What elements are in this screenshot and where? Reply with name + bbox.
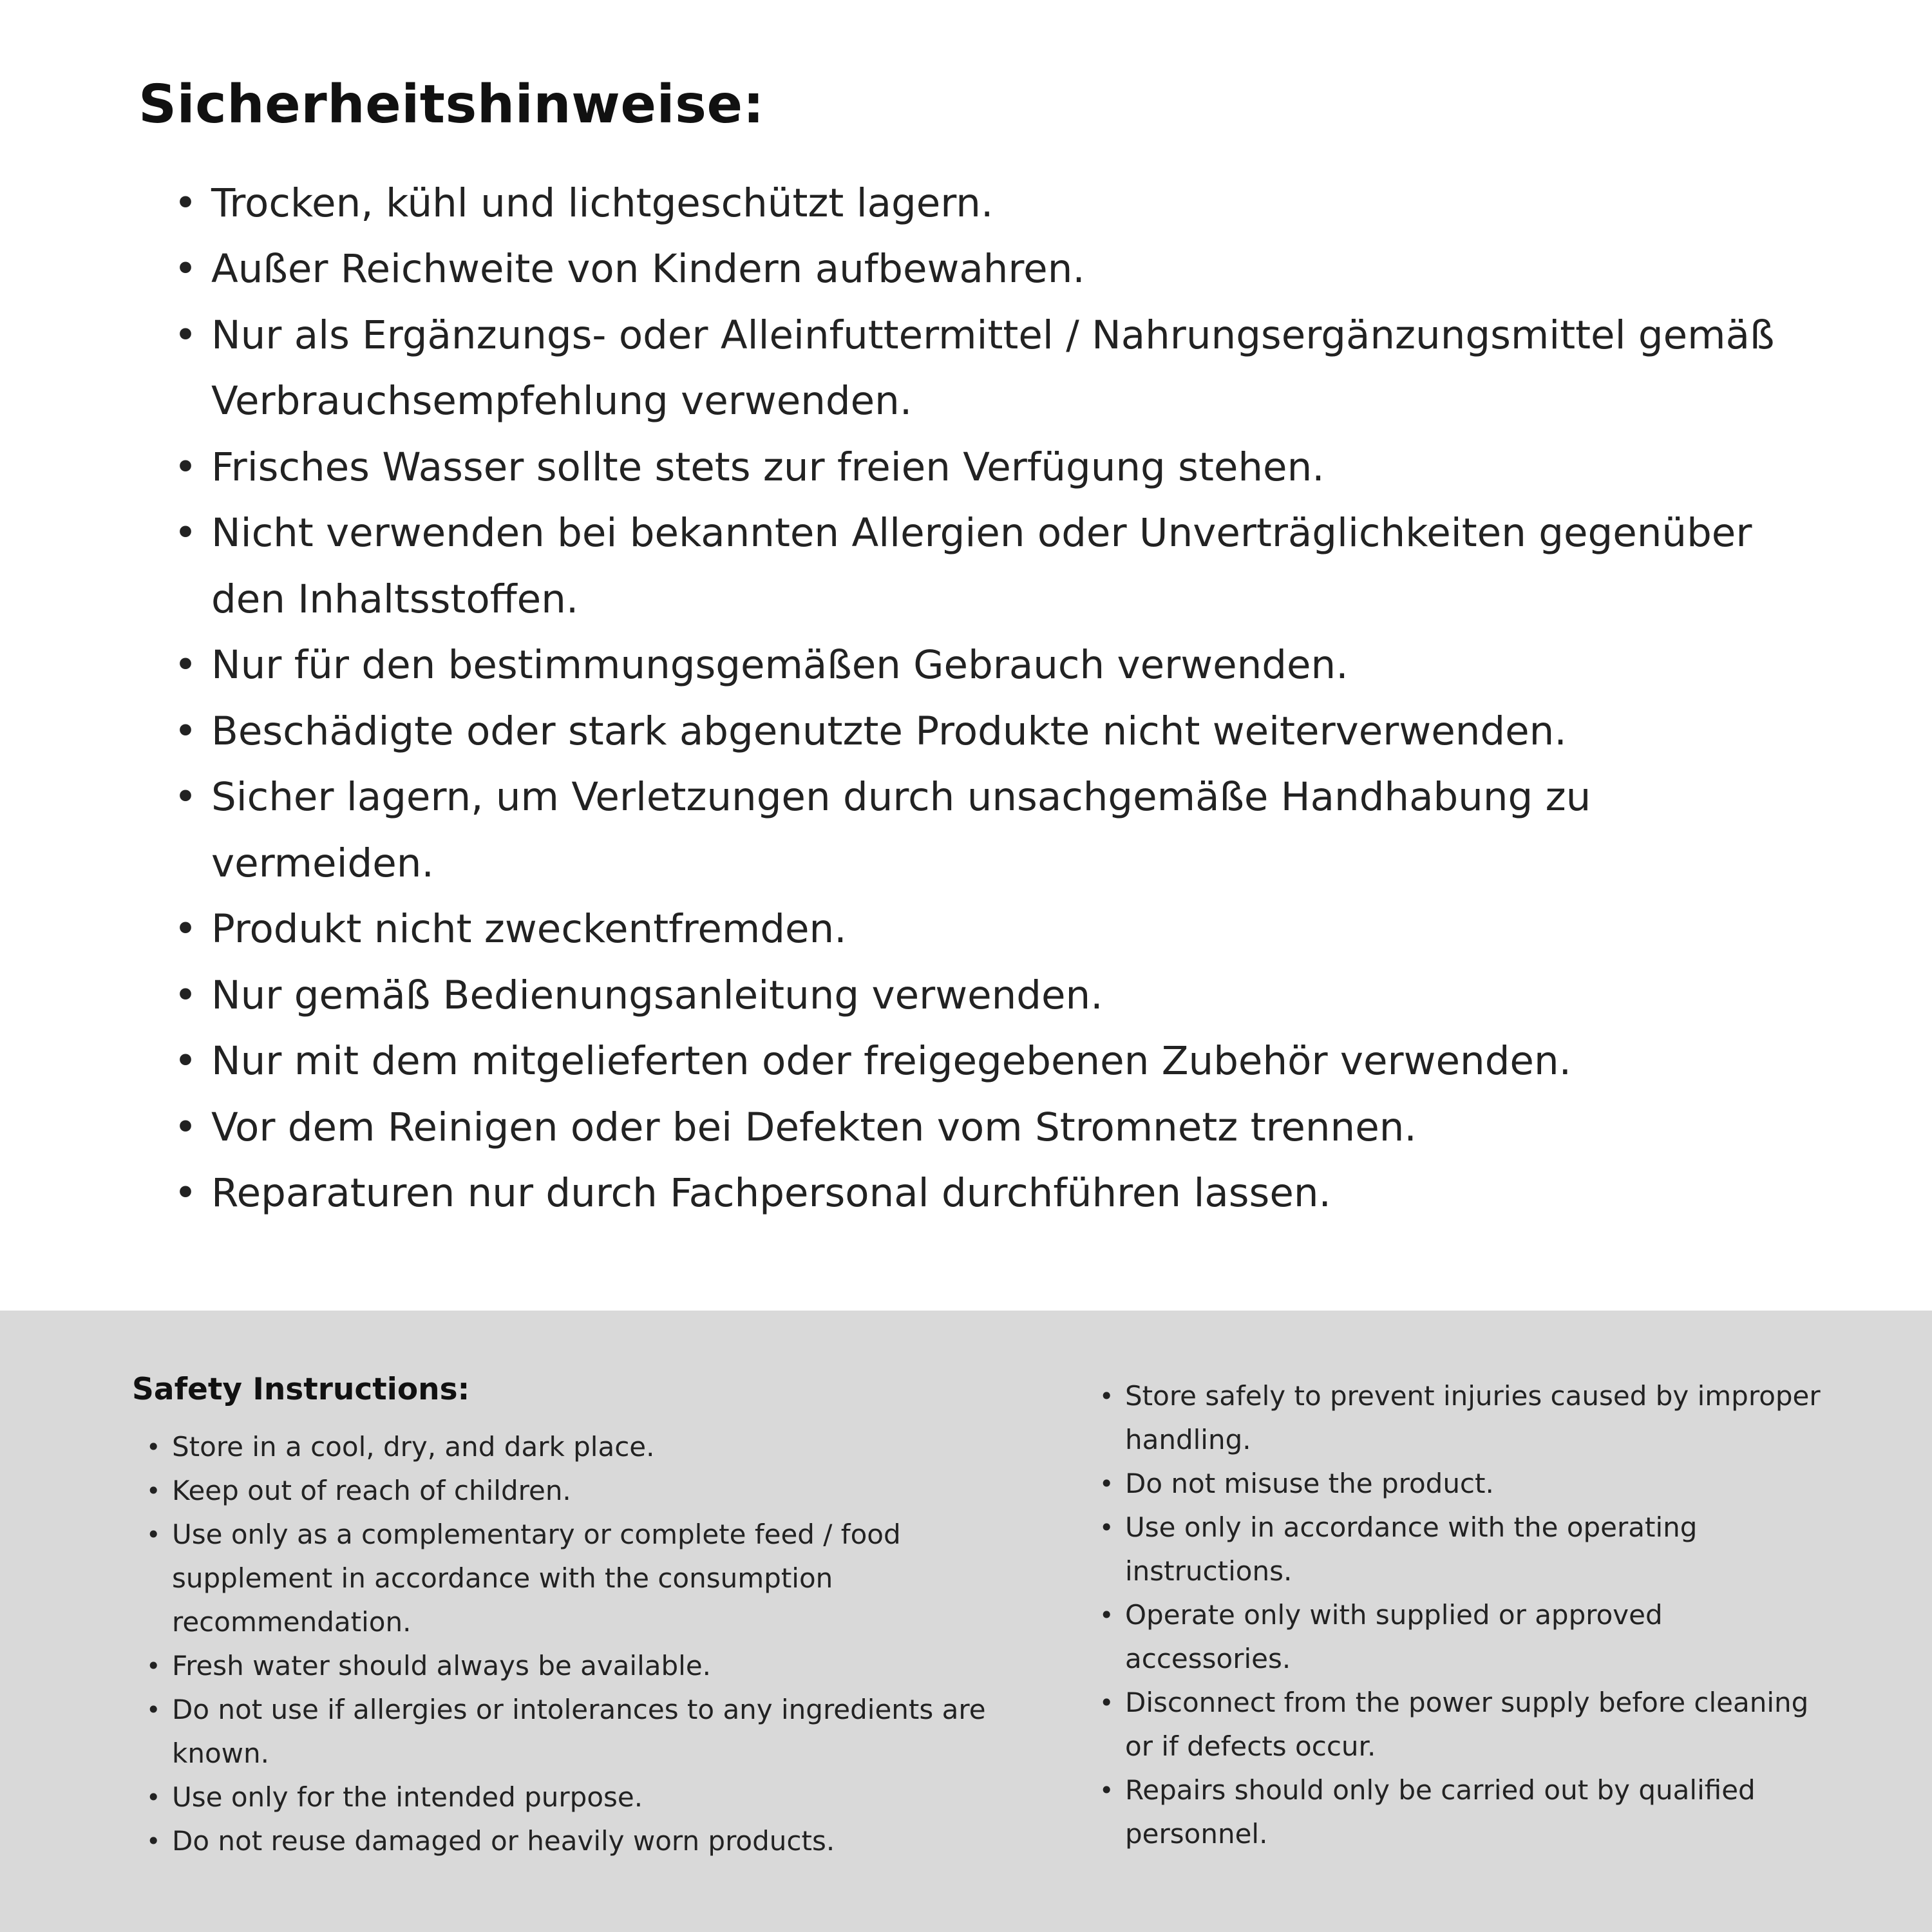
list-item: • Keep out of reach of children. xyxy=(146,1469,989,1513)
list-item: • Repairs should only be carried out by qualified personnel. xyxy=(1099,1768,1829,1856)
german-bullet-list xyxy=(138,171,1816,1227)
list-item: • Nur mit dem mitgelieferten oder freigegebenen Zubehör verwenden. xyxy=(174,1028,1797,1094)
list-item: • Store safely to prevent injuries caused by improper handling. xyxy=(1099,1374,1829,1462)
list-item: • Vor dem Reinigen oder bei Defekten vom Stromnetz trennen. xyxy=(174,1095,1797,1160)
english-bullet-list-right xyxy=(1085,1374,1829,1856)
list-item: • Nur als Ergänzungs- oder Alleinfuttermittel / Nahrungsergänzungsmittel gemäß Verbrauchsempfehlung verwenden. xyxy=(174,303,1797,435)
list-item: • Use only in accordance with the operating instructions. xyxy=(1099,1506,1829,1593)
english-safety-section xyxy=(0,1311,1932,1932)
list-item: • Beschädigte oder stark abgenutzte Produkte nicht weiterverwenden. xyxy=(174,699,1797,764)
german-section-title: Sicherheitshinweise: xyxy=(138,74,764,135)
list-item: • Reparaturen nur durch Fachpersonal durchführen lassen. xyxy=(174,1160,1797,1226)
list-item: • Produkt nicht zweckentfremden. xyxy=(174,896,1797,962)
list-item: • Store in a cool, dry, and dark place. xyxy=(146,1425,989,1469)
list-item: • Use only as a complementary or complete feed / food supplement in accordance with the consumption recommendation. xyxy=(146,1513,989,1644)
list-item: • Do not use if allergies or intolerances to any ingredients are known. xyxy=(146,1688,989,1776)
list-item: • Nur gemäß Bedienungsanleitung verwenden. xyxy=(174,963,1797,1028)
list-item: • Trocken, kühl und lichtgeschützt lagern. xyxy=(174,171,1797,236)
list-item: • Operate only with supplied or approved accessories. xyxy=(1099,1593,1829,1681)
list-item: • Do not misuse the product. xyxy=(1099,1462,1829,1506)
english-bullet-list-left xyxy=(132,1425,989,1863)
list-item: • Fresh water should always be available. xyxy=(146,1644,989,1688)
english-left-column xyxy=(132,1372,989,1893)
list-item: • Außer Reichweite von Kindern aufbewahren. xyxy=(174,236,1797,302)
list-item: • Nicht verwenden bei bekannten Allergien oder Unverträglichkeiten gegenüber den Inhaltsstoffen. xyxy=(174,500,1797,632)
english-section-title: Safety Instructions: xyxy=(132,1372,470,1407)
list-item: • Nur für den bestimmungsgemäßen Gebrauch verwenden. xyxy=(174,632,1797,698)
list-item: • Frisches Wasser sollte stets zur freien Verfügung stehen. xyxy=(174,435,1797,500)
list-item: • Disconnect from the power supply before cleaning or if defects occur. xyxy=(1099,1681,1829,1768)
list-item: • Do not reuse damaged or heavily worn products. xyxy=(146,1819,989,1863)
list-item: • Sicher lagern, um Verletzungen durch unsachgemäße Handhabung zu vermeiden. xyxy=(174,764,1797,896)
english-right-column xyxy=(1085,1372,1829,1893)
list-item: • Use only for the intended purpose. xyxy=(146,1776,989,1819)
